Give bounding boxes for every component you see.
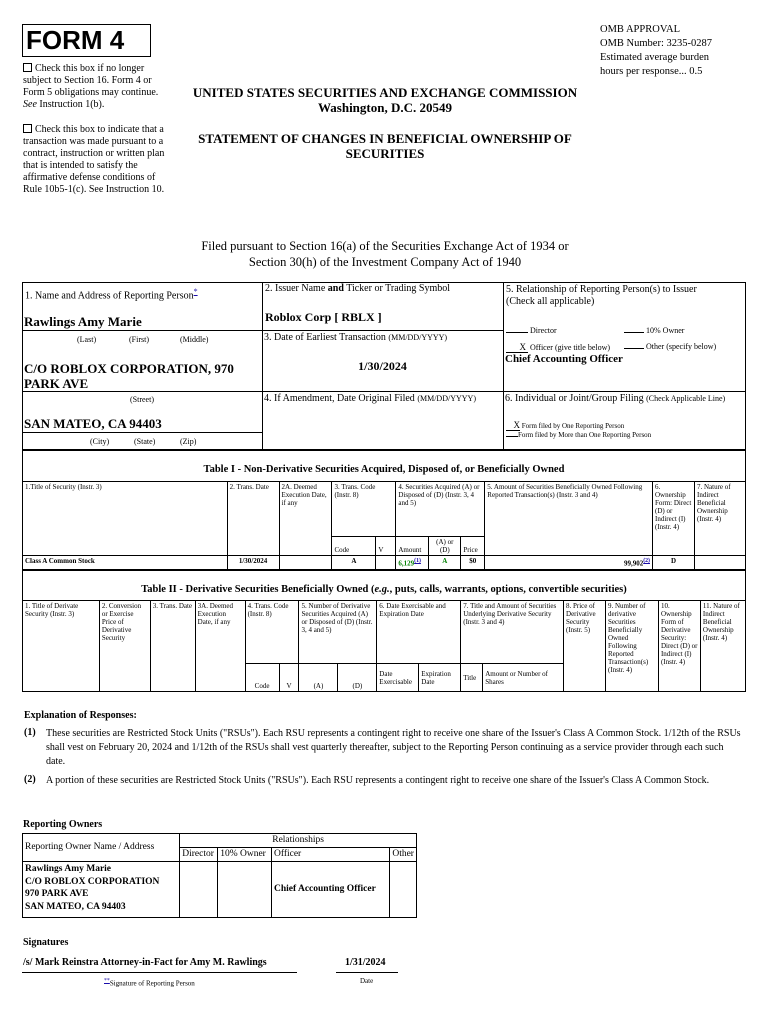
explanation-item-1: (1) These securities are Restricted Stock Units ("RSUs"). Each RSU represents a contingent right to receive one share of the Issuer's Class A Common Stock. 1/12th of the RSUs shall vest on February 20, 2024 and 1/12th of the RSUs shall vest quarterly thereafter, subject to the Reporting Person continuing as a service provider through each such date. xyxy=(24,727,741,767)
box2-label: 2. Issuer Name and Ticker or Trading Symbol xyxy=(265,283,451,294)
signature-label: **Signature of Reporting Person xyxy=(104,978,195,988)
box6-label: 6. Individual or Joint/Group Filing (Check Applicable Line) xyxy=(505,393,726,404)
statement-title: STATEMENT OF CHANGES IN BENEFICIAL OWNERSHIP OF SECURITIES xyxy=(198,131,572,161)
rule-10b5-checkbox[interactable] xyxy=(23,124,32,133)
relationship-officer: X Officer (give title below) xyxy=(506,342,610,353)
checkbox-10b5: Check this box to indicate that a transaction was made pursuant to a contract, instruction or written plan that is intended to satisfy the affirmative defense conditions of Rule 10b5-1(c). See Instruction 10. xyxy=(23,124,165,195)
box4-label: 4. If Amendment, Date Original Filed (MM/DD/YYYY) xyxy=(264,393,476,404)
relationship-director: Director xyxy=(506,326,557,335)
reporting-person-street: C/O ROBLOX CORPORATION, 970 PARK AVE xyxy=(24,361,234,391)
reporting-owners-heading: Reporting Owners xyxy=(23,819,103,830)
table1-title: Table I - Non-Derivative Securities Acquired, Disposed of, or Beneficially Owned xyxy=(203,464,565,475)
filed-pursuant: Filed pursuant to Section 16(a) of the Securities Exchange Act of 1934 or Section 30(h) of the Investment Company Act of 1940 xyxy=(201,239,569,269)
footnote-link[interactable]: (2) xyxy=(643,558,650,564)
reporting-person-city: SAN MATEO, CA 94403 xyxy=(24,416,162,431)
relationship-10pct: 10% Owner xyxy=(624,326,684,335)
issuer-name: Roblox Corp [ RBLX ] xyxy=(265,310,382,324)
reporting-owners-table: Reporting Owner Name / Address Relationships Director 10% Owner Officer Other Rawlings Amy Marie C/O ROBLOX CORPORATION 970 PARK AVE SAN MATEO, CA 94403 Chief Accounting Officer xyxy=(22,833,417,918)
relationship-other: Other (specify below) xyxy=(624,342,716,351)
footnote-link[interactable]: (1) xyxy=(414,558,421,564)
signatures-heading: Signatures xyxy=(23,937,69,948)
signature-date: 1/31/2024 xyxy=(345,957,386,968)
officer-title: Chief Accounting Officer xyxy=(505,353,623,365)
filing-multiple: Form filed by More than One Reporting Person xyxy=(506,431,651,439)
table1-grid: 1.Title of Security (Instr. 3) 2. Trans. Date 2A. Deemed Execution Date, if any 3. Trans. Code (Instr. 8) 4. Securities Acquired (A) or Disposed of (D) (Instr. 3, 4 and 5) 5. Amount of Securities Beneficially Owned Following Reported Transaction(s) (Instr. 3 and 4) 6. Ownership Form: Direct (D) or Indirect (I) (Instr. 4) 7. Nature of Indirect Beneficial Ownership (Instr. 4) Code V Amount (A) or (D) Price Class A Common Stock 1/30/2024 A 6,129$^{(1)}$ A $0 99,902$^{(2)}$ D xyxy=(22,481,746,571)
footnote-link[interactable]: * xyxy=(193,287,198,296)
signer-name: /s/ Mark Reinstra Attorney-in-Fact for Amy M. Rawlings xyxy=(23,957,267,968)
form-title-box xyxy=(22,24,151,57)
form-title: FORM 4 xyxy=(26,25,125,55)
table-row: Class A Common Stock 1/30/2024 A 6,129$^{(1)}$ A $0 99,902$^{(2)}$ D xyxy=(23,556,746,571)
box3-label: 3. Date of Earliest Transaction (MM/DD/YYYY) xyxy=(264,332,448,343)
explanation-heading: Explanation of Responses: xyxy=(24,710,137,721)
box5-label: 5. Relationship of Reporting Person(s) to Issuer (Check all applicable) xyxy=(506,284,697,307)
footnote-link[interactable]: ** xyxy=(104,978,110,984)
earliest-transaction-date: 1/30/2024 xyxy=(358,359,407,373)
section16-checkbox[interactable] xyxy=(23,63,32,72)
agency-name: UNITED STATES SECURITIES AND EXCHANGE COMMISSION Washington, D.C. 20549 xyxy=(192,85,578,115)
table2-title: Table II - Derivative Securities Beneficially Owned (e.g., puts, calls, warrants, options, convertible securities) xyxy=(141,584,627,595)
table2-grid: 1. Title of Derivate Security (Instr. 3) 2. Conversion or Exercise Price of Derivative Security 3. Trans. Date 3A. Deemed Execution Date, if any 4. Trans. Code (Instr. 8) 5. Number of Derivative Securities Acquired (A) or Disposed of (D) (Instr. 3, 4 and 5) 6. Date Exercisable and Expiration Date 7. Title and Amount of Securities Underlying Derivative Security (Instr. 3 and 4) 8. Price of Derivative Security (Instr. 5) 9. Number of derivative Securities Beneficially Owned Following Reported Transaction(s) (Instr. 4) 10. Ownership Form of Derivative Security: Direct (D) or Indirect (I) (Instr. 4) 11. Nature of Indirect Beneficial Ownership (Instr. 4) Code V (A) (D) Date Exercisable Expiration Date Title Amount or Number of Shares xyxy=(22,600,746,692)
reporting-person-name: Rawlings Amy Marie xyxy=(24,314,142,329)
filing-one-person: X Form filed by One Reporting Person xyxy=(506,420,624,431)
table-row: Rawlings Amy Marie C/O ROBLOX CORPORATION 970 PARK AVE SAN MATEO, CA 94403 Chief Accounting Officer xyxy=(23,862,417,918)
omb-approval: OMB APPROVAL OMB Number: 3235-0287 Estimated average burden hours per response... 0.5 xyxy=(600,24,712,77)
date-label: Date xyxy=(360,977,374,985)
box1-label: 1. Name and Address of Reporting Person* xyxy=(25,287,198,302)
checkbox-section16: Check this box if no longer subject to Section 16. Form 4 or Form 5 obligations may continue. See Instruction 1(b). xyxy=(23,63,159,110)
explanation-item-2: (2) A portion of these securities are Restricted Stock Units ("RSUs"). Each RSU represents a contingent right to receive one share of the Issuer's Class A Common Stock. xyxy=(24,774,710,786)
